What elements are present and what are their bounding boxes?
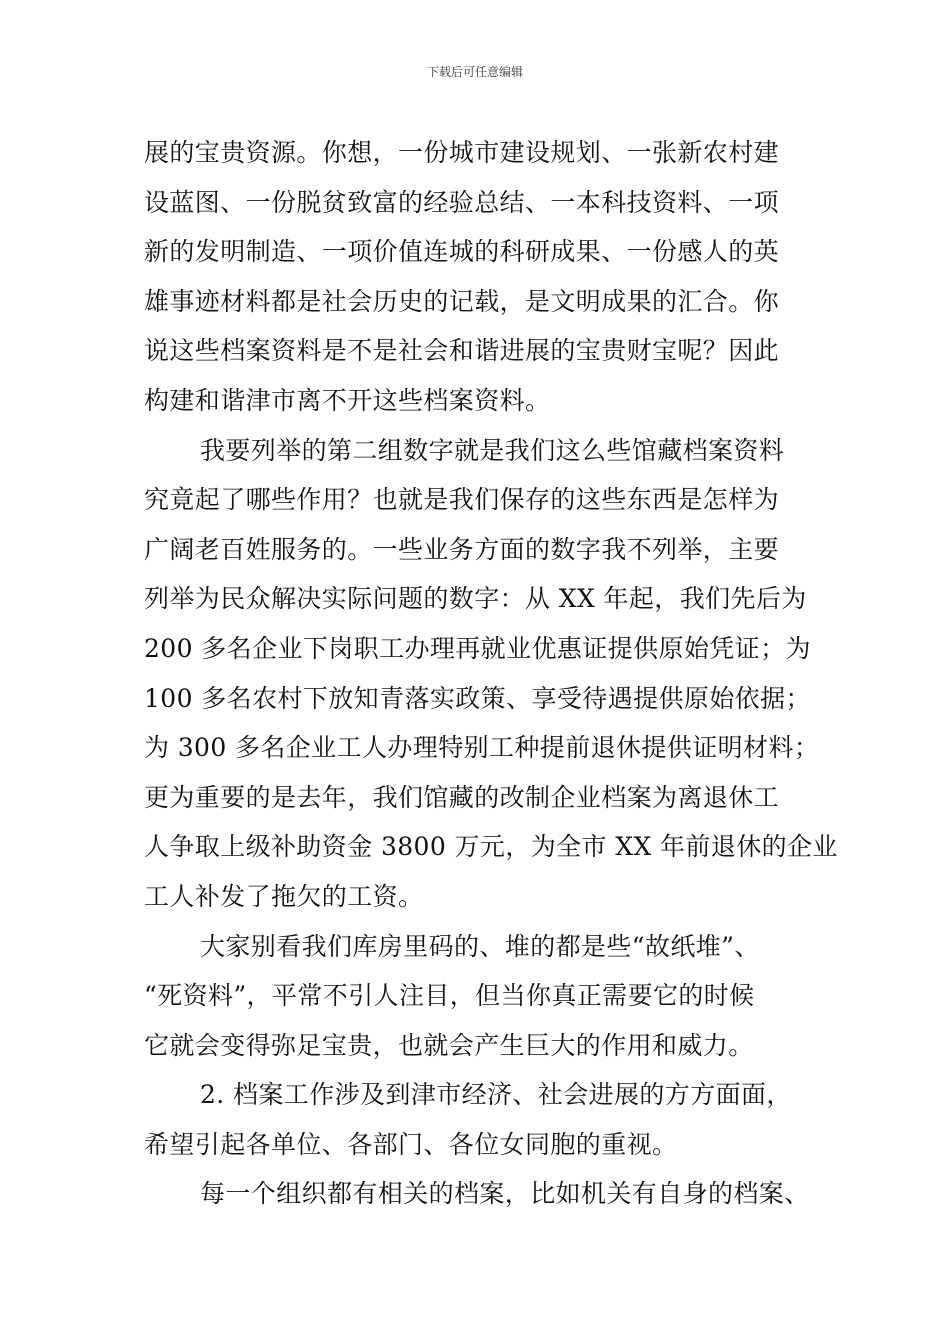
text-line: 展的宝贵资源。你想，一份城市建设规划、一张新农村建 (144, 138, 780, 167)
text-line: 它就会变得弥足宝贵，也就会产生巨大的作用和威力。 (144, 1030, 754, 1060)
text-line: 更为重要的是去年，我们馆藏的改制企业档案为离退休工 (144, 782, 780, 812)
text-line: 雄事迹材料都是社会历史的记载，是文明成果的汇合。你 (144, 286, 780, 316)
text-line: 新的发明制造、一项价值连城的科研成果、一份感人的英 (144, 237, 780, 267)
paragraph-5 (144, 1169, 824, 1219)
text-line: 究竟起了哪些作用？也就是我们保存的这些东西是怎样为 (144, 485, 780, 515)
paragraph-1 (144, 128, 824, 426)
text-line: 200 多名企业下岗职工办理再就业优惠证提供原始凭证；为 (144, 633, 811, 663)
text-line: 希望引起各单位、各部门、各位女同胞的重视。 (144, 1129, 678, 1159)
text-line: 100 多名农村下放知青落实政策、享受待遇提供原始依据； (144, 683, 811, 713)
text-line: 工人补发了拖欠的工资。 (144, 881, 424, 911)
text-line: “死资料”，平常不引人注目，但当你真正需要它的时候 (144, 981, 755, 1011)
text-line: 广阔老百姓服务的。一些业务方面的数字我不列举，主要 (144, 534, 780, 564)
paragraph-4 (144, 1070, 824, 1169)
text-line: 大家别看我们库房里码的、堆的都是些“故纸堆”、 (200, 931, 760, 961)
text-line: 构建和谐津市离不开这些档案资料。 (144, 385, 551, 415)
page-header: 下载后可任意编辑 (426, 65, 523, 79)
document-body (144, 128, 838, 1219)
text-line: 说这些档案资料是不是社会和谐进展的宝贵财宝呢？因此 (144, 336, 780, 366)
text-line: 列举为民众解决实际问题的数字：从 XX 年起，我们先后为 (144, 584, 807, 614)
paragraph-3 (144, 922, 824, 1071)
text-line: 2. 档案工作涉及到津市经济、社会进展的方方面面， (200, 1080, 792, 1110)
paragraph-2 (144, 426, 838, 922)
text-line: 人争取上级补助资金 3800 万元，为全市 XX 年前退休的企业 (144, 832, 838, 862)
text-line: 设蓝图、一份脱贫致富的经验总结、一本科技资料、一项 (144, 187, 780, 217)
text-line: 为 300 多名企业工人办理特别工种提前退休提供证明材料； (144, 733, 820, 763)
text-line: 我要列举的第二组数字就是我们这么些馆藏档案资料 (200, 435, 785, 465)
text-line: 每一个组织都有相关的档案，比如机关有自身的档案、 (200, 1179, 810, 1209)
